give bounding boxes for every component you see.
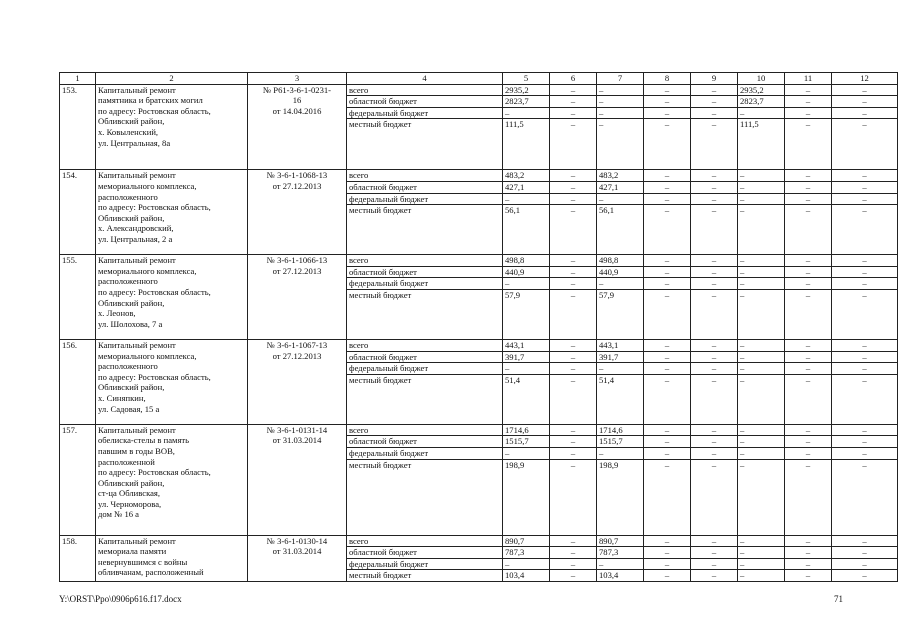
value-cell: 391,7 [503,351,550,363]
value-cell: – [785,374,832,424]
funding-source: федеральный бюджет [347,107,503,119]
value-cell: – [738,339,785,351]
value-cell: – [644,266,691,278]
value-cell: 2935,2 [503,84,550,96]
funding-source: федеральный бюджет [347,447,503,459]
column-header: 5 [503,73,550,85]
value-cell: – [785,547,832,559]
value-cell: – [691,558,738,570]
document-ref: № 3-6-1-1067-13 от 27.12.2013 [248,339,347,424]
value-cell: 391,7 [597,351,644,363]
value-cell: – [785,459,832,535]
value-cell: 427,1 [503,181,550,193]
value-cell: – [550,289,597,339]
value-cell: 498,8 [597,255,644,267]
row-number: 155. [60,255,96,340]
value-cell: – [832,289,898,339]
value-cell: – [738,205,785,255]
value-cell: 443,1 [597,339,644,351]
row-number: 154. [60,170,96,255]
value-cell: 51,4 [503,374,550,424]
value-cell: – [832,170,898,182]
value-cell: 1515,7 [597,436,644,448]
value-cell: 427,1 [597,181,644,193]
value-cell: 51,4 [597,374,644,424]
value-cell: – [597,193,644,205]
value-cell: – [691,447,738,459]
value-cell: – [785,363,832,375]
value-cell: 443,1 [503,339,550,351]
value-cell: 57,9 [503,289,550,339]
table-row [60,424,898,436]
value-cell: 787,3 [503,547,550,559]
value-cell: – [550,119,597,170]
value-cell: – [550,459,597,535]
value-cell: – [785,570,832,582]
value-cell: – [644,547,691,559]
funding-source: федеральный бюджет [347,558,503,570]
funding-source: местный бюджет [347,205,503,255]
value-cell: – [832,447,898,459]
value-cell: – [550,278,597,290]
value-cell: 198,9 [597,459,644,535]
column-header: 10 [738,73,785,85]
value-cell: – [550,374,597,424]
value-cell: – [832,374,898,424]
value-cell: – [644,363,691,375]
value-cell: – [691,170,738,182]
value-cell: – [644,459,691,535]
footer-file-path: Y:\ORST\Ppo\0906p616.f17.docx [59,594,182,604]
column-header: 7 [597,73,644,85]
value-cell: – [503,278,550,290]
value-cell: – [785,193,832,205]
value-cell: – [644,436,691,448]
table-row [60,84,898,96]
value-cell: – [644,289,691,339]
value-cell: – [644,447,691,459]
value-cell: – [644,170,691,182]
value-cell: – [738,266,785,278]
value-cell: – [691,255,738,267]
value-cell: – [738,374,785,424]
value-cell: – [503,558,550,570]
funding-source: всего [347,535,503,547]
value-cell: – [691,96,738,108]
value-cell: – [738,289,785,339]
value-cell: – [832,193,898,205]
value-cell: – [550,558,597,570]
value-cell: – [644,193,691,205]
value-cell: – [644,107,691,119]
value-cell: 111,5 [738,119,785,170]
funding-source: местный бюджет [347,459,503,535]
column-header: 3 [248,73,347,85]
value-cell: – [550,84,597,96]
column-header: 12 [832,73,898,85]
value-cell: 103,4 [597,570,644,582]
value-cell: – [550,193,597,205]
funding-source: федеральный бюджет [347,278,503,290]
funding-source: областной бюджет [347,266,503,278]
value-cell: – [785,96,832,108]
value-cell: – [691,351,738,363]
column-header: 1 [60,73,96,85]
value-cell: – [691,205,738,255]
value-cell: – [785,424,832,436]
row-number: 158. [60,535,96,581]
value-cell: – [832,119,898,170]
value-cell: – [832,424,898,436]
value-cell: – [738,547,785,559]
value-cell: – [832,339,898,351]
object-name: Капитальный ремонт памятника и братских могил по адресу: Ростовская область, Обливский район, х. Ковыленский, ул. Центральная, 8а [96,84,248,170]
value-cell: – [691,181,738,193]
value-cell: – [832,363,898,375]
value-cell: – [644,374,691,424]
value-cell: 198,9 [503,459,550,535]
value-cell: – [644,255,691,267]
value-cell: 56,1 [503,205,550,255]
value-cell: 103,4 [503,570,550,582]
value-cell: – [832,278,898,290]
funding-source: всего [347,424,503,436]
funding-source: федеральный бюджет [347,363,503,375]
value-cell: – [738,459,785,535]
value-cell: – [832,535,898,547]
value-cell: – [644,278,691,290]
value-cell: – [785,170,832,182]
value-cell: – [832,547,898,559]
value-cell: – [832,436,898,448]
value-cell: 57,9 [597,289,644,339]
value-cell: – [550,96,597,108]
column-header: 9 [691,73,738,85]
value-cell: – [550,547,597,559]
value-cell: – [644,570,691,582]
document-ref: № 3-6-1-1066-13 от 27.12.2013 [248,255,347,340]
funding-source: местный бюджет [347,289,503,339]
document-ref: № 3-6-1-0131-14 от 31.03.2014 [248,424,347,535]
value-cell: 483,2 [503,170,550,182]
value-cell: 440,9 [503,266,550,278]
value-cell: 56,1 [597,205,644,255]
value-cell: – [738,351,785,363]
value-cell: – [644,205,691,255]
value-cell: – [785,119,832,170]
value-cell: 498,8 [503,255,550,267]
value-cell: – [691,570,738,582]
value-cell: – [832,205,898,255]
column-header: 6 [550,73,597,85]
table-row [60,339,898,351]
document-ref: № 3-6-1-1068-13 от 27.12.2013 [248,170,347,255]
value-cell: – [597,107,644,119]
value-cell: – [644,339,691,351]
value-cell: – [550,436,597,448]
value-cell: – [691,459,738,535]
value-cell: 111,5 [503,119,550,170]
value-cell: – [832,459,898,535]
value-cell: – [550,424,597,436]
row-number: 157. [60,424,96,535]
value-cell: – [785,535,832,547]
value-cell: – [738,558,785,570]
value-cell: – [785,558,832,570]
value-cell: – [832,181,898,193]
value-cell: – [832,266,898,278]
value-cell: – [738,447,785,459]
value-cell: – [832,96,898,108]
value-cell: 1714,6 [503,424,550,436]
value-cell: – [597,558,644,570]
value-cell: – [738,181,785,193]
value-cell: – [550,339,597,351]
value-cell: – [785,447,832,459]
funding-source: областной бюджет [347,351,503,363]
value-cell: – [691,424,738,436]
value-cell: – [550,107,597,119]
value-cell: – [503,107,550,119]
value-cell: – [738,424,785,436]
funding-source: областной бюджет [347,547,503,559]
value-cell: – [503,363,550,375]
value-cell: – [550,205,597,255]
value-cell: – [832,84,898,96]
table-row [60,170,898,182]
value-cell: – [644,424,691,436]
value-cell: – [832,107,898,119]
funding-source: местный бюджет [347,570,503,582]
table-row [60,535,898,547]
value-cell: – [503,447,550,459]
funding-source: местный бюджет [347,119,503,170]
value-cell: – [550,266,597,278]
value-cell: – [644,96,691,108]
funding-source: всего [347,84,503,96]
value-cell: – [785,351,832,363]
funding-source: местный бюджет [347,374,503,424]
value-cell: – [550,351,597,363]
value-cell: – [832,570,898,582]
value-cell: – [691,363,738,375]
value-cell: – [785,84,832,96]
object-name: Капитальный ремонт мемориального комплекса, расположенного по адресу: Ростовская область, Обливский район, х. Синяпкин, ул. Садовая, 15 а [96,339,248,424]
value-cell: – [785,181,832,193]
page-number: 71 [834,594,843,604]
value-cell: – [644,181,691,193]
value-cell: – [785,339,832,351]
row-number: 156. [60,339,96,424]
funding-source: всего [347,170,503,182]
value-cell: – [644,558,691,570]
value-cell: – [738,193,785,205]
document-ref: № Р61-3-6-1-0231- 16 от 14.04.2016 [248,84,347,170]
header-row [60,73,898,85]
value-cell: 483,2 [597,170,644,182]
value-cell: 1714,6 [597,424,644,436]
value-cell: 440,9 [597,266,644,278]
object-name: Капитальный ремонт мемориального комплекса, расположенного по адресу: Ростовская область, Обливский район, х. Александровский, ул. Центральная, 2 а [96,170,248,255]
value-cell: – [832,255,898,267]
value-cell: – [785,278,832,290]
document-ref: № 3-6-1-0130-14 от 31.03.2014 [248,535,347,581]
value-cell: – [597,84,644,96]
value-cell: – [785,266,832,278]
value-cell: – [550,447,597,459]
value-cell: – [691,193,738,205]
value-cell: – [691,289,738,339]
budget-table [59,72,898,582]
value-cell: – [691,84,738,96]
value-cell: – [691,535,738,547]
value-cell: 890,7 [503,535,550,547]
object-name: Капитальный ремонт мемориала памяти невернувшимся с войны обливчанам, расположенный [96,535,248,581]
value-cell: – [738,278,785,290]
value-cell: – [738,535,785,547]
funding-source: федеральный бюджет [347,193,503,205]
value-cell: 890,7 [597,535,644,547]
value-cell: – [738,107,785,119]
value-cell: – [832,351,898,363]
value-cell: – [597,119,644,170]
value-cell: – [691,107,738,119]
value-cell: – [550,363,597,375]
value-cell: 787,3 [597,547,644,559]
value-cell: 2935,2 [738,84,785,96]
value-cell: – [738,436,785,448]
object-name: Капитальный ремонт обелиска-стелы в память павшим в годы ВОВ, расположенной по адресу: Ростовская область, Обливский район, ст-ца Обливская, ул. Черноморова, дом № 16 а [96,424,248,535]
value-cell: – [738,363,785,375]
value-cell: – [738,170,785,182]
column-header: 11 [785,73,832,85]
value-cell: – [597,278,644,290]
value-cell: 2823,7 [738,96,785,108]
value-cell: – [597,96,644,108]
funding-source: всего [347,255,503,267]
funding-source: всего [347,339,503,351]
value-cell: – [550,181,597,193]
value-cell: – [503,193,550,205]
column-header: 2 [96,73,248,85]
column-header: 4 [347,73,503,85]
value-cell: – [597,363,644,375]
funding-source: областной бюджет [347,181,503,193]
value-cell: – [550,170,597,182]
value-cell: – [691,339,738,351]
value-cell: – [738,570,785,582]
value-cell: – [785,289,832,339]
table-row [60,255,898,267]
value-cell: – [644,84,691,96]
value-cell: – [597,447,644,459]
value-cell: – [785,255,832,267]
value-cell: – [644,351,691,363]
value-cell: – [785,436,832,448]
value-cell: – [550,255,597,267]
value-cell: 1515,7 [503,436,550,448]
value-cell: – [691,266,738,278]
value-cell: – [832,558,898,570]
row-number: 153. [60,84,96,170]
object-name: Капитальный ремонт мемориального комплекса, расположенного по адресу: Ростовская область, Обливский район, х. Леонов, ул. Шолохова, 7 а [96,255,248,340]
value-cell: – [550,535,597,547]
value-cell: – [644,535,691,547]
funding-source: областной бюджет [347,96,503,108]
funding-source: областной бюджет [347,436,503,448]
value-cell: – [691,374,738,424]
value-cell: – [691,119,738,170]
value-cell: 2823,7 [503,96,550,108]
value-cell: – [785,205,832,255]
value-cell: – [550,570,597,582]
value-cell: – [691,278,738,290]
value-cell: – [785,107,832,119]
value-cell: – [691,547,738,559]
value-cell: – [644,119,691,170]
value-cell: – [691,436,738,448]
column-header: 8 [644,73,691,85]
value-cell: – [738,255,785,267]
